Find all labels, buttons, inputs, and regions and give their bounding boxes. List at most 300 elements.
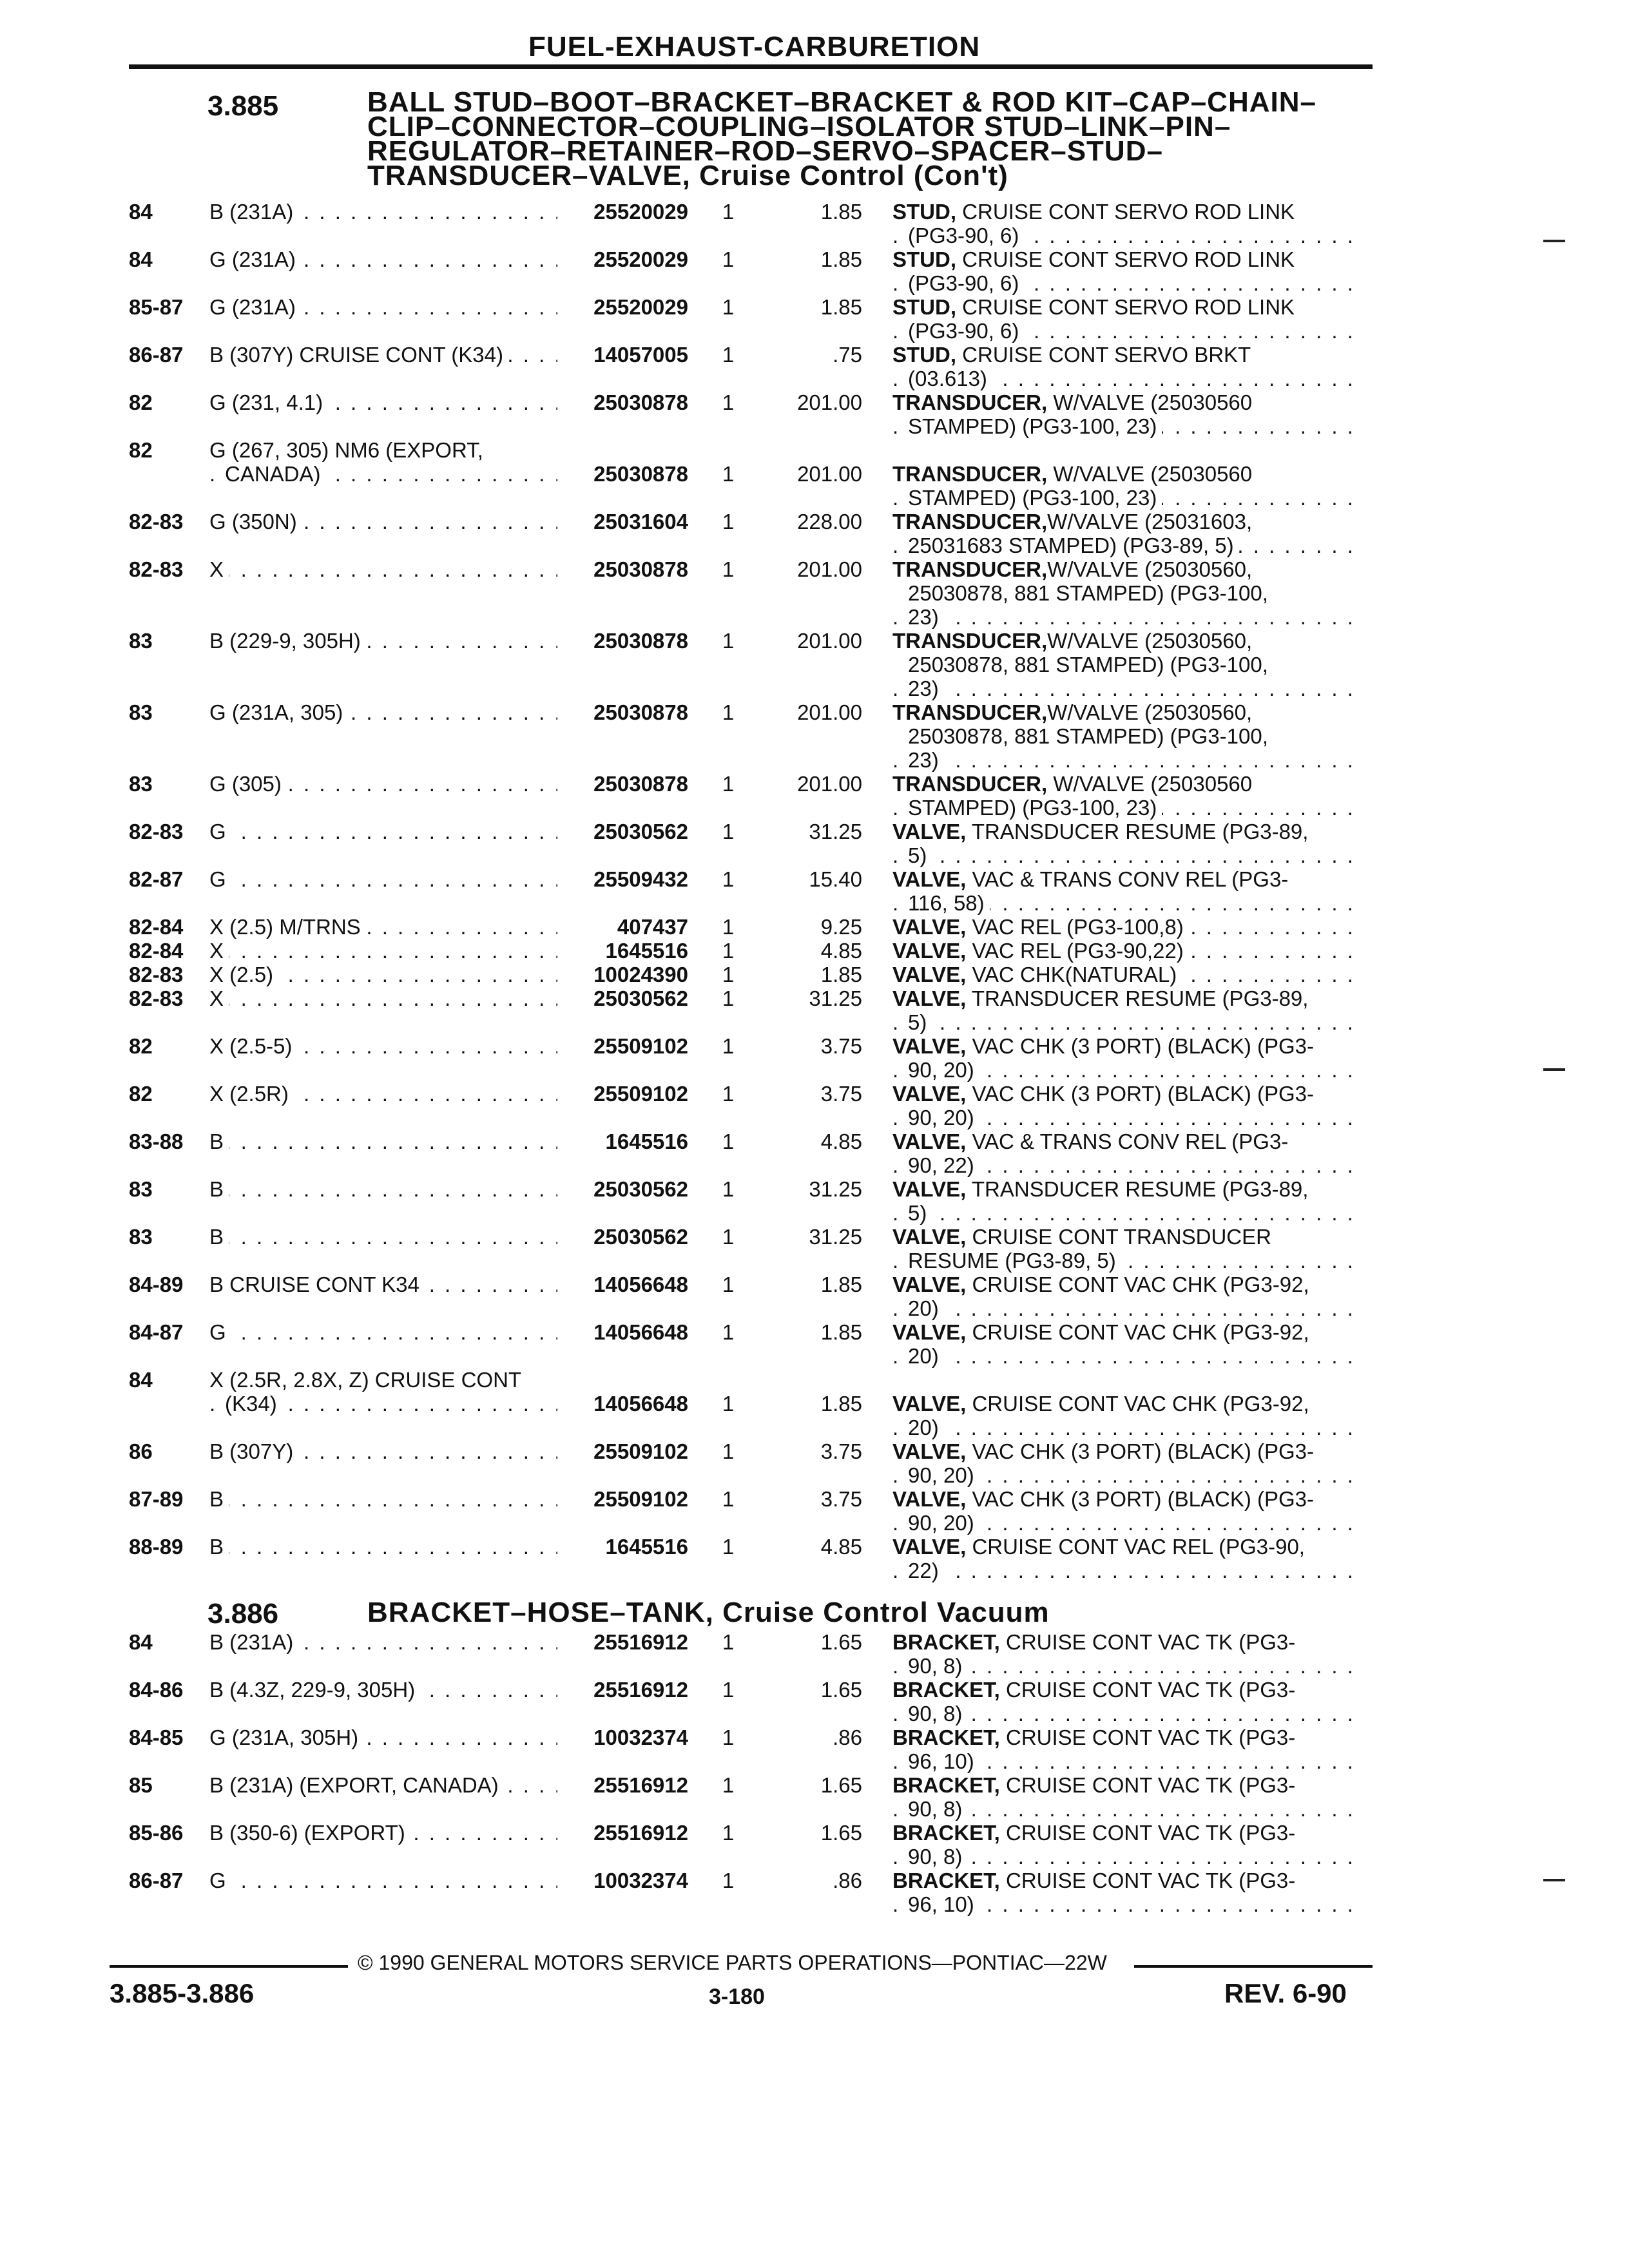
application-description bbox=[209, 1821, 557, 1845]
part-number: 10032374 bbox=[593, 1725, 688, 1749]
description-line: X (2.5) bbox=[209, 963, 278, 986]
part-name-line: TRANSDUCER,W/VALVE (25030560, bbox=[892, 629, 1257, 653]
model-years: 83 bbox=[129, 1177, 153, 1201]
margin-mark bbox=[1543, 1068, 1565, 1071]
footer-rule bbox=[110, 1965, 348, 1968]
quantity: 1 bbox=[722, 772, 735, 796]
application-description bbox=[209, 1082, 557, 1106]
description-line: B (231A) bbox=[209, 200, 298, 224]
part-name bbox=[892, 1678, 1363, 1725]
description-line: X (2.5) M/TRNS bbox=[209, 915, 366, 939]
price: 1.65 bbox=[820, 1630, 862, 1654]
part-name bbox=[892, 510, 1363, 557]
part-number: 25516912 bbox=[593, 1773, 688, 1797]
description-line: B bbox=[209, 1535, 229, 1559]
quantity: 1 bbox=[722, 820, 735, 843]
description-line: G (350N) bbox=[209, 510, 302, 533]
price: 15.40 bbox=[809, 867, 862, 891]
application-description bbox=[209, 1487, 557, 1511]
part-name-line: 5) bbox=[908, 1010, 932, 1034]
part-name-line: TRANSDUCER, W/VALVE (25030560 bbox=[892, 462, 1257, 486]
model-years: 82-83 bbox=[129, 963, 184, 986]
application-description bbox=[209, 915, 557, 939]
part-number: 25509102 bbox=[593, 1034, 688, 1058]
part-name bbox=[892, 1177, 1363, 1225]
part-number: 25520029 bbox=[593, 247, 688, 271]
margin-mark bbox=[1543, 1879, 1565, 1881]
price: 1.65 bbox=[820, 1678, 862, 1702]
part-number: 25520029 bbox=[593, 200, 688, 224]
model-years: 84 bbox=[129, 1368, 153, 1392]
part-number: 25030878 bbox=[593, 629, 688, 653]
part-name-line: 22) bbox=[908, 1559, 944, 1582]
model-years: 84-89 bbox=[129, 1273, 184, 1296]
price: 3.75 bbox=[820, 1034, 862, 1058]
application-description bbox=[209, 390, 557, 414]
quantity: 1 bbox=[722, 200, 735, 224]
part-name-line: 23) bbox=[908, 605, 944, 629]
quantity: 1 bbox=[722, 1082, 735, 1106]
part-name-line: VALVE, VAC CHK(NATURAL) bbox=[892, 963, 1182, 986]
application-description bbox=[209, 629, 557, 653]
part-name-line: 90, 20) bbox=[908, 1058, 979, 1082]
model-years: 83 bbox=[129, 1225, 153, 1249]
part-name bbox=[892, 986, 1363, 1034]
part-number: 25030562 bbox=[593, 1177, 688, 1201]
model-years: 88-89 bbox=[129, 1535, 184, 1559]
part-name bbox=[892, 939, 1363, 963]
part-name-line: 90, 22) bbox=[908, 1153, 979, 1177]
part-name-line: BRACKET, CRUISE CONT VAC TK (PG3- bbox=[892, 1678, 1300, 1702]
part-number: 25030562 bbox=[593, 986, 688, 1010]
part-name bbox=[892, 1034, 1363, 1082]
quantity: 1 bbox=[722, 1678, 735, 1702]
quantity: 1 bbox=[722, 557, 735, 581]
quantity: 1 bbox=[722, 629, 735, 653]
part-name-line: VALVE, VAC REL (PG3-90,22) bbox=[892, 939, 1189, 963]
part-number: 10024390 bbox=[593, 963, 688, 986]
part-name-line: 96, 10) bbox=[908, 1892, 979, 1916]
part-number: 25030878 bbox=[593, 557, 688, 581]
part-name bbox=[892, 867, 1363, 915]
price: 4.85 bbox=[820, 939, 862, 963]
application-description bbox=[209, 700, 557, 724]
part-name-line: VALVE, CRUISE CONT TRANSDUCER bbox=[892, 1225, 1277, 1249]
quantity: 1 bbox=[722, 915, 735, 939]
part-name bbox=[892, 1392, 1363, 1439]
footer-revision: REV. 6-90 bbox=[1224, 1978, 1347, 2008]
description-line: B bbox=[209, 1129, 229, 1153]
footer-page-number: 3-180 bbox=[709, 1984, 765, 2009]
quantity: 1 bbox=[722, 462, 735, 486]
description-line: G bbox=[209, 867, 231, 891]
quantity: 1 bbox=[722, 700, 735, 724]
section-title: BRACKET–HOSE–TANK, Cruise Control Vacuum bbox=[367, 1597, 1050, 1628]
part-name-line: STUD, CRUISE CONT SERVO ROD LINK bbox=[892, 247, 1300, 271]
quantity: 1 bbox=[722, 963, 735, 986]
part-name-line: 96, 10) bbox=[908, 1749, 979, 1773]
price: 201.00 bbox=[797, 772, 862, 796]
part-name bbox=[892, 629, 1363, 700]
price: .86 bbox=[833, 1725, 862, 1749]
part-number: 14056648 bbox=[593, 1392, 688, 1416]
description-line: B (307Y) CRUISE CONT (K34) bbox=[209, 343, 508, 367]
application-description bbox=[209, 867, 557, 891]
part-name bbox=[892, 557, 1363, 629]
model-years: 85-87 bbox=[129, 295, 184, 319]
part-name-line: 90, 20) bbox=[908, 1106, 979, 1129]
part-number: 14057005 bbox=[593, 343, 688, 367]
part-name-line: (03.613) bbox=[908, 367, 992, 390]
part-name-line: VALVE, TRANSDUCER RESUME (PG3-89, bbox=[892, 1177, 1313, 1201]
application-description bbox=[209, 1439, 557, 1463]
model-years: 83 bbox=[129, 629, 153, 653]
part-name-line: BRACKET, CRUISE CONT VAC TK (PG3- bbox=[892, 1630, 1300, 1654]
part-name-line: 20) bbox=[908, 1344, 944, 1368]
part-number: 25509102 bbox=[593, 1082, 688, 1106]
part-name-line: VALVE, VAC CHK (3 PORT) (BLACK) (PG3- bbox=[892, 1487, 1319, 1511]
part-name bbox=[892, 247, 1363, 295]
description-line: X bbox=[209, 986, 229, 1010]
application-description bbox=[209, 1320, 557, 1344]
part-number: 25509102 bbox=[593, 1487, 688, 1511]
part-number: 25031604 bbox=[593, 510, 688, 533]
price: 31.25 bbox=[809, 1225, 862, 1249]
part-name bbox=[892, 700, 1363, 772]
model-years: 84-87 bbox=[129, 1320, 184, 1344]
model-years: 82 bbox=[129, 390, 153, 414]
part-number: 25516912 bbox=[593, 1821, 688, 1845]
application-description bbox=[209, 939, 557, 963]
application-description bbox=[209, 1129, 557, 1153]
part-number: 25516912 bbox=[593, 1678, 688, 1702]
part-name bbox=[892, 1773, 1363, 1821]
part-name-line: TRANSDUCER, W/VALVE (25030560 bbox=[892, 390, 1257, 414]
part-name-line: STAMPED) (PG3-100, 23) bbox=[908, 486, 1162, 510]
part-number: 25516912 bbox=[593, 1630, 688, 1654]
model-years: 84 bbox=[129, 200, 153, 224]
section-title: BALL STUD–BOOT–BRACKET–BRACKET & ROD KIT–CAP–CHAIN–CLIP–CONNECTOR–COUPLING–ISOLATOR STUD–LINK–PIN–REGULATOR–RETAINER–ROD–SERVO–SPACER–STUD–TRANSDUCER–VALVE, Cruise Control (Con't) bbox=[367, 86, 1316, 191]
description-line: B (307Y) bbox=[209, 1439, 298, 1463]
part-name bbox=[892, 462, 1363, 510]
model-years: 83-88 bbox=[129, 1129, 184, 1153]
application-description bbox=[209, 1177, 557, 1201]
description-line: X (2.5R, 2.8X, Z) CRUISE CONT bbox=[209, 1368, 526, 1392]
part-name-line: VALVE, CRUISE CONT VAC CHK (PG3-92, bbox=[892, 1392, 1315, 1416]
application-description bbox=[209, 772, 557, 796]
part-name-line: TRANSDUCER,W/VALVE (25030560, bbox=[892, 557, 1257, 581]
part-name bbox=[892, 1630, 1363, 1678]
part-number: 10032374 bbox=[593, 1869, 688, 1892]
application-description bbox=[209, 438, 557, 486]
description-line: G (231, 4.1) bbox=[209, 390, 328, 414]
page-header: FUEL-EXHAUST-CARBURETION bbox=[528, 31, 981, 62]
part-name-line: STUD, CRUISE CONT SERVO BRKT bbox=[892, 343, 1256, 367]
part-name-line: 20) bbox=[908, 1296, 944, 1320]
description-line: X bbox=[209, 557, 229, 581]
part-name-line: (PG3-90, 6) bbox=[908, 271, 1024, 295]
part-name-line: BRACKET, CRUISE CONT VAC TK (PG3- bbox=[892, 1773, 1300, 1797]
part-name-line: VALVE, VAC CHK (3 PORT) (BLACK) (PG3- bbox=[892, 1034, 1319, 1058]
part-name-line: STUD, CRUISE CONT SERVO ROD LINK bbox=[892, 200, 1300, 224]
model-years: 82 bbox=[129, 438, 153, 462]
part-number: 14056648 bbox=[593, 1320, 688, 1344]
quantity: 1 bbox=[722, 1129, 735, 1153]
application-description bbox=[209, 963, 557, 986]
part-name bbox=[892, 1535, 1363, 1582]
model-years: 86-87 bbox=[129, 343, 184, 367]
quantity: 1 bbox=[722, 1630, 735, 1654]
quantity: 1 bbox=[722, 986, 735, 1010]
price: .86 bbox=[833, 1869, 862, 1892]
part-name bbox=[892, 1439, 1363, 1487]
part-name bbox=[892, 1082, 1363, 1129]
price: 1.85 bbox=[820, 247, 862, 271]
quantity: 1 bbox=[722, 1392, 735, 1416]
description-line: X (2.5R) bbox=[209, 1082, 294, 1106]
part-name-line: STUD, CRUISE CONT SERVO ROD LINK bbox=[892, 295, 1300, 319]
price: 1.85 bbox=[820, 295, 862, 319]
part-name-line: (PG3-90, 6) bbox=[908, 224, 1024, 247]
part-number: 1645516 bbox=[605, 1129, 688, 1153]
quantity: 1 bbox=[722, 1869, 735, 1892]
price: 201.00 bbox=[797, 557, 862, 581]
part-name-line: 90, 20) bbox=[908, 1511, 979, 1535]
price: 9.25 bbox=[820, 915, 862, 939]
part-name-line: 5) bbox=[908, 843, 932, 867]
model-years: 85-86 bbox=[129, 1821, 184, 1845]
part-name bbox=[892, 820, 1363, 867]
description-line: X bbox=[209, 939, 229, 963]
application-description bbox=[209, 1273, 557, 1296]
price: 1.85 bbox=[820, 963, 862, 986]
description-line: B bbox=[209, 1177, 229, 1201]
model-years: 87-89 bbox=[129, 1487, 184, 1511]
part-name-line: BRACKET, CRUISE CONT VAC TK (PG3- bbox=[892, 1869, 1300, 1892]
quantity: 1 bbox=[722, 1225, 735, 1249]
application-description bbox=[209, 1869, 557, 1892]
description-line: X (2.5-5) bbox=[209, 1034, 297, 1058]
model-years: 82-84 bbox=[129, 915, 184, 939]
model-years: 82-83 bbox=[129, 510, 184, 533]
model-years: 83 bbox=[129, 772, 153, 796]
quantity: 1 bbox=[722, 1725, 735, 1749]
part-name-line: 90, 8) bbox=[908, 1702, 967, 1725]
part-number: 1645516 bbox=[605, 1535, 688, 1559]
part-name-line: 23) bbox=[908, 677, 944, 700]
part-name-line: 90, 20) bbox=[908, 1463, 979, 1487]
application-description bbox=[209, 1630, 557, 1654]
price: 1.65 bbox=[820, 1773, 862, 1797]
price: 201.00 bbox=[797, 462, 862, 486]
model-years: 84-86 bbox=[129, 1678, 184, 1702]
description-line: G (231A) bbox=[209, 247, 301, 271]
part-name-line: VALVE, TRANSDUCER RESUME (PG3-89, bbox=[892, 820, 1313, 843]
part-name bbox=[892, 1821, 1363, 1869]
part-name bbox=[892, 772, 1363, 820]
part-name bbox=[892, 1129, 1363, 1177]
price: 31.25 bbox=[809, 820, 862, 843]
description-line: G (231A, 305H) bbox=[209, 1725, 363, 1749]
part-number: 25030562 bbox=[593, 820, 688, 843]
part-name-line: 25030878, 881 STAMPED) (PG3-100, bbox=[908, 581, 1273, 605]
application-description bbox=[209, 343, 557, 367]
price: 3.75 bbox=[820, 1082, 862, 1106]
price: 3.75 bbox=[820, 1439, 862, 1463]
part-name-line: BRACKET, CRUISE CONT VAC TK (PG3- bbox=[892, 1821, 1300, 1845]
application-description bbox=[209, 1773, 557, 1797]
part-number: 25509432 bbox=[593, 867, 688, 891]
quantity: 1 bbox=[722, 1273, 735, 1296]
footer-copyright: © 1990 GENERAL MOTORS SERVICE PARTS OPERATIONS—PONTIAC—22W bbox=[358, 1951, 1107, 1974]
price: 201.00 bbox=[797, 700, 862, 724]
description-line: G (231A, 305) bbox=[209, 700, 348, 724]
part-name bbox=[892, 915, 1363, 939]
part-name-line: 90, 8) bbox=[908, 1845, 967, 1869]
part-name-line: 116, 58) bbox=[908, 891, 990, 915]
section-number: 3.885 bbox=[207, 90, 279, 122]
part-number: 25030562 bbox=[593, 1225, 688, 1249]
price: 4.85 bbox=[820, 1129, 862, 1153]
description-line: G bbox=[209, 820, 231, 843]
description-line: B (4.3Z, 229-9, 305H) bbox=[209, 1678, 420, 1702]
margin-mark bbox=[1543, 240, 1565, 242]
price: 31.25 bbox=[809, 1177, 862, 1201]
part-name-line: VALVE, TRANSDUCER RESUME (PG3-89, bbox=[892, 986, 1313, 1010]
quantity: 1 bbox=[722, 247, 735, 271]
quantity: 1 bbox=[722, 510, 735, 533]
description-line: B (231A) bbox=[209, 1630, 298, 1654]
part-name-line: 90, 8) bbox=[908, 1797, 967, 1821]
model-years: 84 bbox=[129, 247, 153, 271]
part-name-line: VALVE, VAC & TRANS CONV REL (PG3- bbox=[892, 1129, 1293, 1153]
part-name-line: STAMPED) (PG3-100, 23) bbox=[908, 414, 1162, 438]
application-description bbox=[209, 510, 557, 533]
part-name-line: 90, 8) bbox=[908, 1654, 967, 1678]
part-name-line: 25030878, 881 STAMPED) (PG3-100, bbox=[908, 724, 1273, 748]
price: 3.75 bbox=[820, 1487, 862, 1511]
part-number: 1645516 bbox=[605, 939, 688, 963]
price: .75 bbox=[833, 343, 862, 367]
quantity: 1 bbox=[722, 1535, 735, 1559]
part-name-line: 25031683 STAMPED) (PG3-89, 5) bbox=[908, 533, 1239, 557]
application-description bbox=[209, 557, 557, 581]
part-number: 14056648 bbox=[593, 1273, 688, 1296]
model-years: 86-87 bbox=[129, 1869, 184, 1892]
quantity: 1 bbox=[722, 867, 735, 891]
price: 1.85 bbox=[820, 1273, 862, 1296]
application-description bbox=[209, 1368, 557, 1416]
quantity: 1 bbox=[722, 1439, 735, 1463]
quantity: 1 bbox=[722, 1821, 735, 1845]
price: 201.00 bbox=[797, 390, 862, 414]
footer-section-range: 3.885-3.886 bbox=[110, 1978, 255, 2008]
model-years: 84 bbox=[129, 1630, 153, 1654]
description-line: (K34) bbox=[225, 1392, 282, 1416]
application-description bbox=[209, 247, 557, 271]
part-name-line: VALVE, VAC CHK (3 PORT) (BLACK) (PG3- bbox=[892, 1082, 1319, 1106]
quantity: 1 bbox=[722, 939, 735, 963]
quantity: 1 bbox=[722, 1487, 735, 1511]
quantity: 1 bbox=[722, 1177, 735, 1201]
footer-rule bbox=[1134, 1965, 1373, 1968]
model-years: 83 bbox=[129, 700, 153, 724]
part-name bbox=[892, 1320, 1363, 1368]
part-number: 25520029 bbox=[593, 295, 688, 319]
quantity: 1 bbox=[722, 1034, 735, 1058]
model-years: 82-83 bbox=[129, 557, 184, 581]
quantity: 1 bbox=[722, 295, 735, 319]
application-description bbox=[209, 1225, 557, 1249]
model-years: 82-84 bbox=[129, 939, 184, 963]
part-name bbox=[892, 390, 1363, 438]
part-name bbox=[892, 963, 1363, 986]
part-name bbox=[892, 295, 1363, 343]
application-description bbox=[209, 1678, 557, 1702]
part-name-line: 20) bbox=[908, 1416, 944, 1439]
application-description bbox=[209, 1535, 557, 1559]
model-years: 85 bbox=[129, 1773, 153, 1797]
description-line: G (231A) bbox=[209, 295, 301, 319]
description-line: G bbox=[209, 1320, 231, 1344]
price: 1.85 bbox=[820, 1392, 862, 1416]
quantity: 1 bbox=[722, 390, 735, 414]
part-name-line: 25030878, 881 STAMPED) (PG3-100, bbox=[908, 653, 1273, 677]
description-line: B (229-9, 305H) bbox=[209, 629, 366, 653]
model-years: 82-83 bbox=[129, 820, 184, 843]
part-name-line: VALVE, CRUISE CONT VAC REL (PG3-90, bbox=[892, 1535, 1310, 1559]
quantity: 1 bbox=[722, 343, 735, 367]
model-years: 82 bbox=[129, 1034, 153, 1058]
model-years: 82-83 bbox=[129, 986, 184, 1010]
description-line: G bbox=[209, 1869, 231, 1892]
part-name bbox=[892, 1487, 1363, 1535]
part-number: 25509102 bbox=[593, 1439, 688, 1463]
part-name-line: (PG3-90, 6) bbox=[908, 319, 1024, 343]
model-years: 84-85 bbox=[129, 1725, 184, 1749]
part-name-line: VALVE, VAC REL (PG3-100,8) bbox=[892, 915, 1189, 939]
part-name-line: STAMPED) (PG3-100, 23) bbox=[908, 796, 1162, 820]
part-name-line: VALVE, VAC CHK (3 PORT) (BLACK) (PG3- bbox=[892, 1439, 1319, 1463]
application-description bbox=[209, 1034, 557, 1058]
application-description bbox=[209, 986, 557, 1010]
part-name bbox=[892, 1869, 1363, 1916]
application-description bbox=[209, 295, 557, 319]
model-years: 82-87 bbox=[129, 867, 184, 891]
description-line: B bbox=[209, 1225, 229, 1249]
price: 1.85 bbox=[820, 200, 862, 224]
part-name bbox=[892, 1273, 1363, 1320]
quantity: 1 bbox=[722, 1320, 735, 1344]
part-name bbox=[892, 343, 1363, 390]
application-description bbox=[209, 200, 557, 224]
model-years: 82 bbox=[129, 1082, 153, 1106]
part-name-line: 23) bbox=[908, 748, 944, 772]
price: 4.85 bbox=[820, 1535, 862, 1559]
application-description bbox=[209, 820, 557, 843]
part-name bbox=[892, 1225, 1363, 1273]
description-line: G (267, 305) NM6 (EXPORT, bbox=[209, 438, 488, 462]
quantity: 1 bbox=[722, 1773, 735, 1797]
part-name bbox=[892, 200, 1363, 247]
model-years: 86 bbox=[129, 1439, 153, 1463]
part-name-line: VALVE, CRUISE CONT VAC CHK (PG3-92, bbox=[892, 1273, 1315, 1296]
price: 201.00 bbox=[797, 629, 862, 653]
part-number: 25030878 bbox=[593, 772, 688, 796]
part-name-line: VALVE, VAC & TRANS CONV REL (PG3- bbox=[892, 867, 1293, 891]
description-line: B CRUISE CONT K34 bbox=[209, 1273, 425, 1296]
application-description bbox=[209, 1725, 557, 1749]
